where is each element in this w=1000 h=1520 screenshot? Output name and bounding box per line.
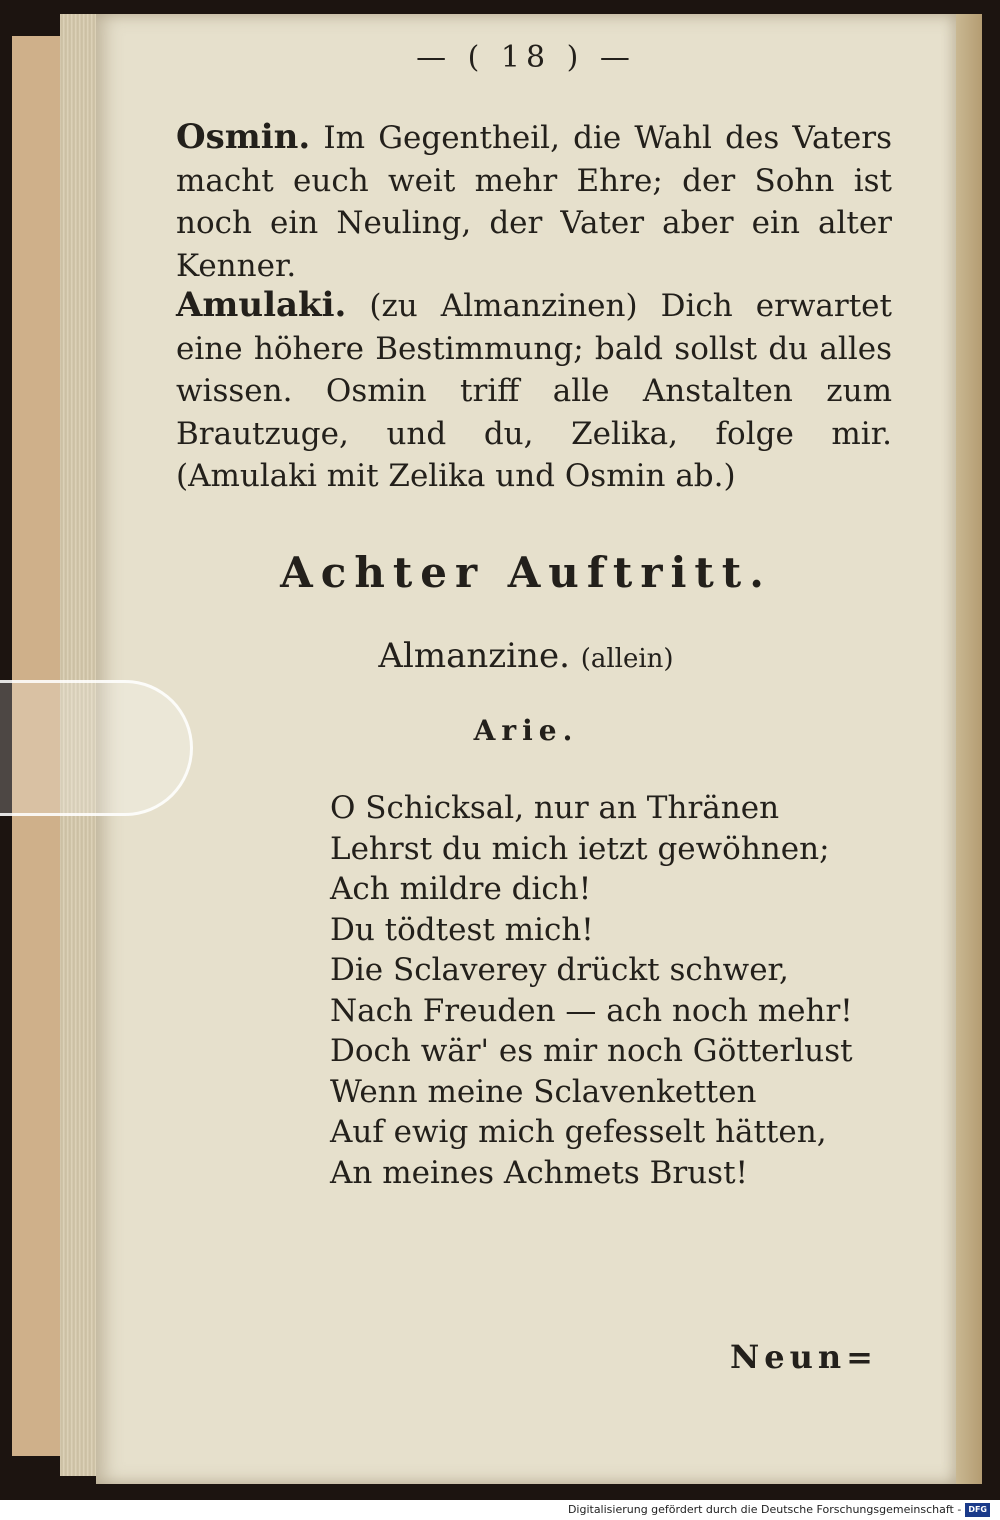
catchword: Neun= — [730, 1338, 878, 1376]
speaker-name: Osmin. — [176, 117, 311, 157]
dfg-logo: DFG — [965, 1503, 990, 1517]
verse-line: Doch wär' es mir noch Götterlust — [330, 1033, 853, 1069]
verse-line: Ach mildre dich! — [330, 871, 592, 907]
verse-line: Du tödtest mich! — [330, 911, 594, 948]
speech-text: (zu Almanzinen) Dich erwartet eine höhere Bestimmung; bald sollst du alles wissen. Osmin triff alle Anstalten zum Brautzuge, und du, Zelika, folge mir. (Amulaki mit Zelika und Osmin ab.) — [176, 288, 892, 494]
verse-line: O Schicksal, nur an Thränen — [330, 790, 780, 826]
verse-line: Die Sclaverey drückt schwer, — [330, 952, 789, 988]
aria-title: Arie. — [473, 714, 579, 747]
digitization-footer — [0, 1500, 1000, 1520]
paragraph-osmin — [176, 116, 892, 287]
page-number-header: — ( 18 ) — — [416, 40, 636, 75]
stage-direction: (allein) — [580, 644, 674, 674]
facing-page-edge — [956, 14, 982, 1484]
verse-line: An meines Achmets Brust! — [330, 1154, 749, 1191]
scene-heading: Achter Auftritt. — [280, 548, 772, 597]
footer-text: Digitalisierung gefördert durch die Deutsche Forschungsgemeinschaft - — [567, 1503, 962, 1516]
verse-line: Lehrst du mich ietzt gewöhnen; — [330, 830, 830, 867]
speaker-name: Amulaki. — [176, 285, 347, 325]
speech-text: Im Gegentheil, die Wahl des Vaters macht euch weit mehr Ehre; der Sohn ist noch ein Neuling, der Vater aber ein alter Kenner. — [176, 120, 892, 284]
character-line — [96, 636, 956, 676]
verse-line: Nach Freuden — ach noch mehr! — [330, 992, 853, 1029]
paragraph-amulaki — [176, 284, 892, 498]
glass-page-clip — [0, 680, 193, 816]
verse-line: Auf ewig mich gefesselt hätten, — [330, 1114, 827, 1150]
verse-line: Wenn meine Sclavenketten — [330, 1073, 757, 1110]
verse-block — [330, 788, 853, 1193]
character-name: Almanzine. — [378, 636, 570, 676]
